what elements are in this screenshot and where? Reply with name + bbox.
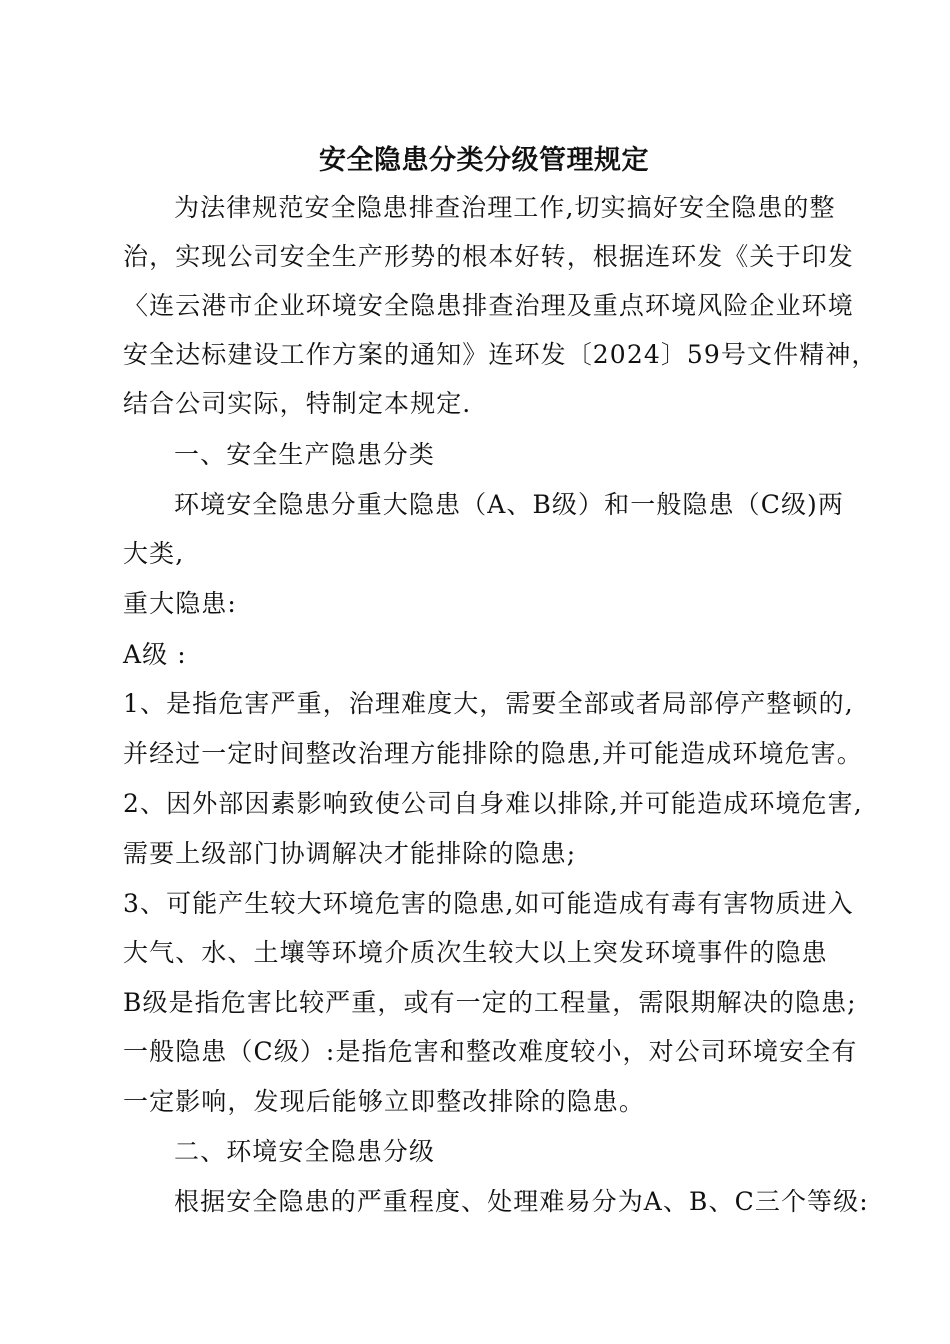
paragraph-line: B级是指危害比较严重，或有一定的工程量，需限期解决的隐患;: [123, 988, 857, 1017]
paragraph-line: 治，实现公司安全生产形势的根本好转，根据连环发《关于印发: [123, 242, 854, 271]
paragraph-line: 需要上级部门协调解决才能排除的隐患;: [123, 839, 577, 868]
paragraph-line: 〈连云港市企业环境安全隐患排查治理及重点环境风险企业环境: [123, 291, 854, 320]
paragraph-line: 3、可能产生较大环境危害的隐患,如可能造成有毒有害物质进入: [123, 889, 854, 918]
paragraph-line: A级 :: [123, 640, 187, 669]
paragraph-line: 大类,: [123, 539, 185, 568]
paragraph-line: 大气、水、土壤等环境介质次生较大以上突发环境事件的隐患: [123, 938, 828, 967]
paragraph-line: 并经过一定时间整改治理方能排除的隐患,并可能造成环境危害。: [123, 739, 863, 768]
paragraph-line: 环境安全隐患分重大隐患（A、B级）和一般隐患（C级)两: [174, 490, 845, 519]
section-heading: 一、安全生产隐患分类: [174, 440, 436, 469]
paragraph-line: 一般隐患（C级）:是指危害和整改难度较小，对公司环境安全有: [123, 1037, 858, 1066]
paragraph-line: 为法律规范安全隐患排查治理工作,切实搞好安全隐患的整: [174, 193, 836, 222]
paragraph-line: 1、是指危害严重，治理难度大，需要全部或者局部停产整顿的,: [123, 689, 854, 718]
paragraph-line: 重大隐患:: [123, 589, 237, 618]
section-heading: 二、环境安全隐患分级: [174, 1137, 436, 1166]
document-title: 安全隐患分类分级管理规定: [319, 145, 649, 176]
paragraph-line: 根据安全隐患的严重程度、处理难易分为A、B、C三个等级:: [174, 1187, 869, 1216]
paragraph-line: 2、因外部因素影响致使公司自身难以排除,并可能造成环境危害,: [123, 789, 863, 818]
paragraph-line: 安全达标建设工作方案的通知》连环发〔2024〕59号文件精神，: [123, 340, 878, 369]
paragraph-line: 结合公司实际，特制定本规定.: [123, 389, 472, 418]
paragraph-line: 一定影响，发现后能够立即整改排除的隐患。: [123, 1087, 646, 1116]
